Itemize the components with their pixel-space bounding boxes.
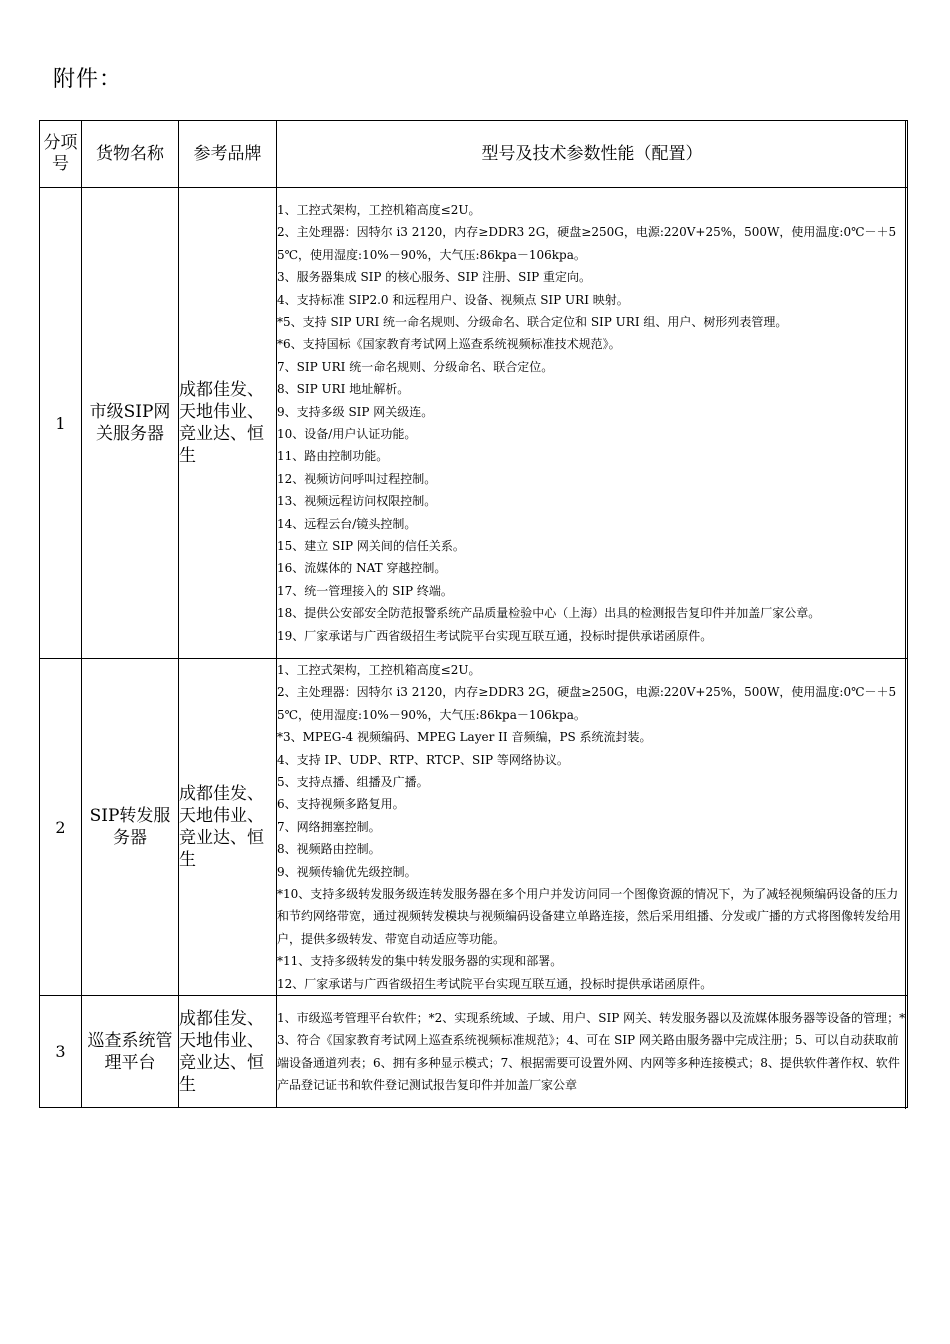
spec-paragraph xyxy=(277,996,908,1108)
spec-item: 17、统一管理接入的 SIP 终端。 xyxy=(277,583,453,598)
header-goods-name: 货物名称 xyxy=(82,121,179,188)
goods-name: SIP转发服务器 xyxy=(82,659,179,996)
spec-item: 13、视频远程访问权限控制。 xyxy=(277,494,437,509)
spec-item: 8、SIP URI 地址解析。 xyxy=(277,382,410,397)
spec-item: 4、支持 IP、UDP、RTP、RTCP、SIP 等网络协议。 xyxy=(277,752,569,767)
spec-item: 14、远程云台/镜头控制。 xyxy=(277,516,417,531)
spec-item: *10、支持多级转发服务级连转发服务器在多个用户并发访问同一个图像资源的情况下，为了减轻视频编码设备的压力和节约网络带宽，通过视频转发模块与视频编码设备建立单路连接，然后采用组播、分发或广播的方式将图像转发给用户，提供多级转发、带宽自动适应等功能。 xyxy=(277,887,902,946)
row-number: 2 xyxy=(40,659,82,996)
spec-item: 18、提供公安部安全防范报警系统产品质量检验中心（上海）出具的检测报告复印件并加盖厂家公章。 xyxy=(277,606,821,621)
row-number: 1 xyxy=(40,188,82,659)
spec-item: 10、设备/用户认证功能。 xyxy=(277,427,417,441)
spec-item: 2、主处理器：因特尔 i3 2120，内存≥DDR3 2G，硬盘≥250G，电源:220V+25%，500W，使用温度:0℃－＋55℃，使用湿度:10%－90%，大气压:86kpa－106kpa。 xyxy=(277,685,897,722)
goods-name: 巡查系统管理平台 xyxy=(82,996,179,1108)
spec-item: 7、网络拥塞控制。 xyxy=(277,819,381,834)
spec-item: 11、路由控制功能。 xyxy=(277,449,389,464)
table-row xyxy=(40,996,908,1108)
spec-item: 19、厂家承诺与广西省级招生考试院平台实现互联互通，投标时提供承诺函原件。 xyxy=(277,628,713,643)
spec-item: 2、主处理器：因特尔 i3 2120，内存≥DDR3 2G，硬盘≥250G，电源:220V+25%，500W，使用温度:0℃－＋55℃，使用湿度:10%－90%，大气压:86kpa－106kpa。 xyxy=(277,225,897,262)
spec-item: 3、服务器集成 SIP 的核心服务、SIP 注册、SIP 重定向。 xyxy=(277,270,591,285)
goods-name: 市级SIP网关服务器 xyxy=(82,188,179,659)
spec-item: *11、支持多级转发的集中转发服务器的实现和部署。 xyxy=(277,954,563,969)
spec-item: 4、支持标准 SIP2.0 和远程用户、设备、视频点 SIP URI 映射。 xyxy=(277,292,629,307)
spec-list xyxy=(277,188,908,659)
spec-list xyxy=(277,659,908,996)
spec-item: 8、视频路由控制。 xyxy=(277,842,381,857)
attachment-title: 附件： xyxy=(53,67,123,92)
spec-text: 1、市级巡考管理平台软件；*2、实现系统域、子域、用户、SIP 网关、转发服务器以及流媒体服务器等设备的管理；*3、符合《国家教育考试网上巡查系统视频标准规范》；4、可在 SIP 网关路由服务器中完成注册；5、可以自动获取前端设备通道列表；6、拥有多种显示模式；7、根据需要可设置外网、内网等多种连接模式；8、提供软件著作权、软件产品登记证书和软件登记测试报告复印件并加盖厂家公章 xyxy=(277,1010,906,1092)
spec-item: 9、支持多级 SIP 网关级连。 xyxy=(277,404,434,419)
spec-item: 16、流媒体的 NAT 穿越控制。 xyxy=(277,561,447,576)
spec-item: *5、支持 SIP URI 统一命名规则、分级命名、联合定位和 SIP URI 组、用户、树形列表管理。 xyxy=(277,314,788,329)
spec-item: 1、工控式架构，工控机箱高度≤2U。 xyxy=(277,202,481,217)
reference-brand: 成都佳发、天地伟业、竞业达、恒生 xyxy=(179,188,277,659)
row-number: 3 xyxy=(40,996,82,1108)
reference-brand: 成都佳发、天地伟业、竞业达、恒生 xyxy=(179,659,277,996)
header-spec: 型号及技术参数性能（配置） xyxy=(277,121,908,188)
spec-item: 12、厂家承诺与广西省级招生考试院平台实现互联互通，投标时提供承诺函原件。 xyxy=(277,976,713,991)
table-outer-border xyxy=(905,120,906,1109)
spec-item: 1、工控式架构，工控机箱高度≤2U。 xyxy=(277,663,481,677)
spec-item: 15、建立 SIP 网关间的信任关系。 xyxy=(277,539,465,554)
reference-brand: 成都佳发、天地伟业、竞业达、恒生 xyxy=(179,996,277,1108)
spec-item: *3、MPEG-4 视频编码、MPEG Layer II 音频编，PS 系统流封装。 xyxy=(277,730,652,745)
table-header-row xyxy=(40,121,908,188)
spec-item: 12、视频访问呼叫过程控制。 xyxy=(277,471,437,486)
spec-table xyxy=(39,120,908,1108)
spec-item: 9、视频传输优先级控制。 xyxy=(277,864,417,879)
table-row xyxy=(40,659,908,996)
spec-item: 5、支持点播、组播及广播。 xyxy=(277,775,429,790)
spec-item: *6、支持国标《国家教育考试网上巡查系统视频标准技术规范》。 xyxy=(277,337,621,352)
spec-item: 6、支持视频多路复用。 xyxy=(277,797,405,812)
header-reference-brand: 参考品牌 xyxy=(179,121,277,188)
header-item-no: 分项号 xyxy=(40,121,82,188)
table-row xyxy=(40,188,908,659)
spec-item: 7、SIP URI 统一命名规则、分级命名、联合定位。 xyxy=(277,359,554,374)
